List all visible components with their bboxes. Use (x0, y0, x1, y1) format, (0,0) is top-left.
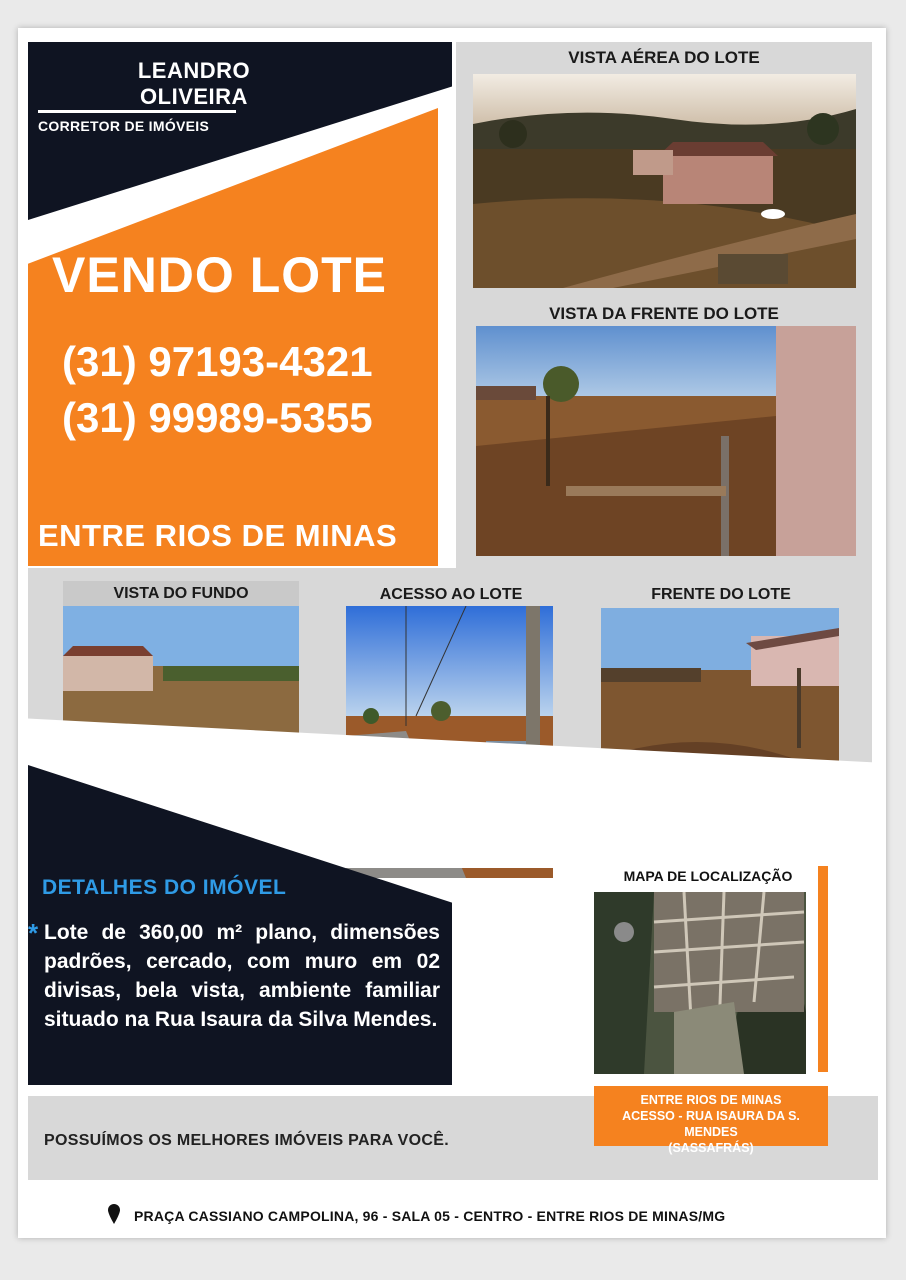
hero-city: ENTRE RIOS DE MINAS (38, 518, 398, 553)
map-title: MAPA DE LOCALIZAÇÃO (623, 868, 793, 884)
location-map (594, 892, 806, 1074)
front-view-photo-label: VISTA DA FRENTE DO LOTE (549, 304, 779, 323)
details-line-3: divisas, bela vista, ambiente familiar (44, 979, 440, 1002)
details-line-2: padrões, cercado, com muro em 02 (44, 950, 440, 973)
map-address-line-3: (SASSAFRÁS) (668, 1141, 754, 1155)
map-pin-icon (108, 1204, 120, 1224)
aerial-photo (473, 74, 856, 288)
map-address-line-1: ENTRE RIOS DE MINAS (640, 1093, 782, 1107)
aerial-photo-label: VISTA AÉREA DO LOTE (568, 48, 760, 67)
headline: VENDO LOTE (52, 247, 388, 303)
map-address-line-2: ACESSO - RUA ISAURA DA S. MENDES (622, 1109, 800, 1139)
agent-name-first: LEANDRO (137, 58, 251, 83)
tagline: POSSUÍMOS OS MELHORES IMÓVEIS PARA VOCÊ. (44, 1132, 449, 1149)
agent-name-last: OLIVEIRA (140, 84, 248, 109)
phone-1: (31) 97193-4321 (62, 338, 373, 385)
map-address-box (594, 1086, 828, 1155)
flyer (18, 28, 886, 1238)
details-title: DETALHES DO IMÓVEL (42, 876, 287, 899)
brand-divider (38, 110, 236, 113)
front-view-photo (476, 326, 856, 556)
details-line-1: Lote de 360,00 m² plano, dimensões (44, 921, 440, 944)
agent-role: CORRETOR DE IMÓVEIS (38, 118, 210, 134)
bullet-marker: * (28, 918, 39, 948)
details-line-4: situado na Rua Isaura da Silva Mendes. (44, 1008, 438, 1031)
phone-2: (31) 99989-5355 (62, 394, 373, 441)
office-address: PRAÇA CASSIANO CAMPOLINA, 96 - SALA 05 - CENTRO - ENTRE RIOS DE MINAS/MG (134, 1208, 726, 1224)
map-accent-bar (818, 866, 828, 1072)
front-photo-label: FRENTE DO LOTE (651, 586, 791, 603)
access-photo-label: ACESSO AO LOTE (379, 586, 523, 603)
back-photo-label: VISTA DO FUNDO (63, 581, 299, 606)
